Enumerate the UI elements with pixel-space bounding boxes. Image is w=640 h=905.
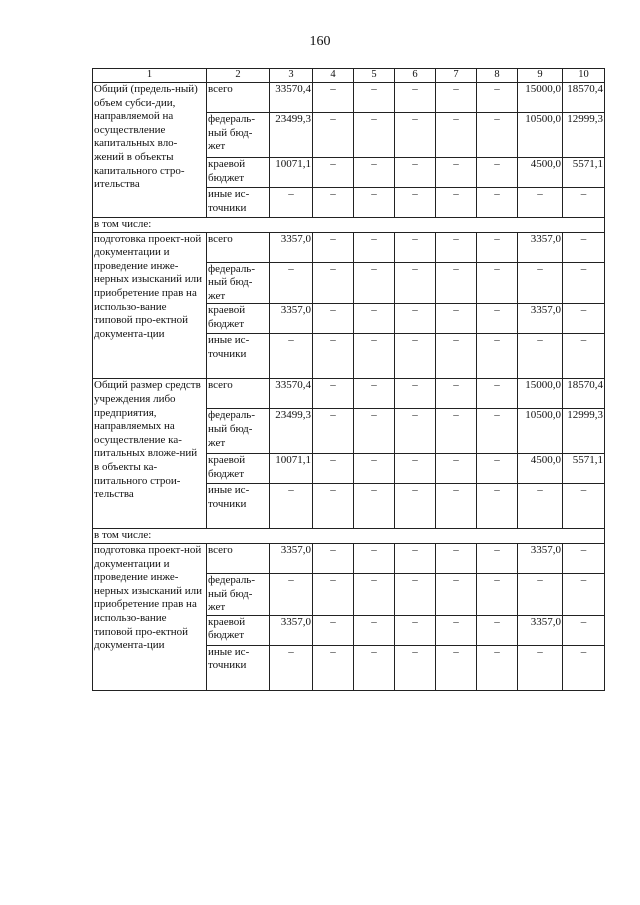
column-header-2: 2 [207, 69, 270, 83]
value-cell-col7: – [436, 113, 477, 158]
table-body [93, 69, 605, 691]
value-cell-col9: – [518, 188, 563, 218]
row-description: подготовка проект-ной документации и проведение инже-нерных изысканий или приобретение прав на использо-вание типовой про-ектной документа-ции [93, 543, 207, 690]
value-cell-col4: – [313, 645, 354, 690]
subheading-row [93, 218, 605, 233]
value-cell-col10: – [563, 334, 605, 379]
value-cell-col4: – [313, 379, 354, 409]
value-cell-col4: – [313, 262, 354, 304]
funding-source: федераль-ный бюд-жет [207, 262, 270, 304]
column-header-8: 8 [477, 69, 518, 83]
value-cell-col7: – [436, 188, 477, 218]
column-header-7: 7 [436, 69, 477, 83]
value-cell-col8: – [477, 454, 518, 484]
value-cell-col3: 3357,0 [270, 304, 313, 334]
funding-source: краевой бюджет [207, 615, 270, 645]
column-header-row [93, 69, 605, 83]
value-cell-col4: – [313, 232, 354, 262]
value-cell-col5: – [354, 188, 395, 218]
value-cell-col5: – [354, 573, 395, 615]
value-cell-col3: – [270, 334, 313, 379]
value-cell-col7: – [436, 615, 477, 645]
table-row [93, 83, 605, 113]
value-cell-col9: 3357,0 [518, 615, 563, 645]
value-cell-col9: 10500,0 [518, 113, 563, 158]
value-cell-col9: 3357,0 [518, 543, 563, 573]
funding-source: всего [207, 83, 270, 113]
table-row [93, 379, 605, 409]
value-cell-col9: 10500,0 [518, 409, 563, 454]
funding-source: иные ис-точники [207, 188, 270, 218]
value-cell-col10: 5571,1 [563, 158, 605, 188]
row-description: Общий размер средств учреждения либо предприятия, направляемых на осуществление ка-питальных вложе-ний в объекты ка-питального строи-тельства [93, 379, 207, 529]
value-cell-col9: – [518, 573, 563, 615]
funding-source: краевой бюджет [207, 158, 270, 188]
page-number: 160 [309, 34, 331, 49]
value-cell-col4: – [313, 304, 354, 334]
value-cell-col5: – [354, 158, 395, 188]
value-cell-col5: – [354, 615, 395, 645]
value-cell-col10: – [563, 232, 605, 262]
column-header-3: 3 [270, 69, 313, 83]
value-cell-col3: 10071,1 [270, 454, 313, 484]
value-cell-col8: – [477, 188, 518, 218]
value-cell-col10: – [563, 615, 605, 645]
value-cell-col4: – [313, 83, 354, 113]
value-cell-col5: – [354, 334, 395, 379]
value-cell-col6: – [395, 454, 436, 484]
value-cell-col8: – [477, 543, 518, 573]
value-cell-col7: – [436, 262, 477, 304]
value-cell-col6: – [395, 573, 436, 615]
funding-source: всего [207, 379, 270, 409]
value-cell-col7: – [436, 645, 477, 690]
value-cell-col4: – [313, 158, 354, 188]
row-description: Общий (предель-ный) объем субси-дии, направляемой на осуществление капитальных вло-жений в объекты капитального стро-ительства [93, 83, 207, 218]
value-cell-col9: – [518, 645, 563, 690]
value-cell-col7: – [436, 484, 477, 529]
funding-source: краевой бюджет [207, 454, 270, 484]
value-cell-col7: – [436, 232, 477, 262]
value-cell-col8: – [477, 379, 518, 409]
column-header-4: 4 [313, 69, 354, 83]
value-cell-col9: – [518, 334, 563, 379]
value-cell-col3: – [270, 573, 313, 615]
value-cell-col9: 3357,0 [518, 232, 563, 262]
value-cell-col8: – [477, 645, 518, 690]
value-cell-col8: – [477, 334, 518, 379]
column-header-5: 5 [354, 69, 395, 83]
value-cell-col10: 12999,3 [563, 409, 605, 454]
value-cell-col10: – [563, 543, 605, 573]
funding-source: федераль-ный бюд-жет [207, 113, 270, 158]
value-cell-col6: – [395, 379, 436, 409]
value-cell-col6: – [395, 484, 436, 529]
funding-source: иные ис-точники [207, 484, 270, 529]
value-cell-col3: – [270, 188, 313, 218]
value-cell-col3: 3357,0 [270, 615, 313, 645]
value-cell-col5: – [354, 379, 395, 409]
row-description: подготовка проект-ной документации и проведение инже-нерных изысканий или приобретение прав на использо-вание типовой про-ектной документа-ции [93, 232, 207, 379]
value-cell-col6: – [395, 409, 436, 454]
value-cell-col6: – [395, 262, 436, 304]
funding-source: иные ис-точники [207, 334, 270, 379]
value-cell-col3: 23499,3 [270, 113, 313, 158]
value-cell-col5: – [354, 409, 395, 454]
value-cell-col8: – [477, 573, 518, 615]
funding-source: федераль-ный бюд-жет [207, 573, 270, 615]
value-cell-col4: – [313, 573, 354, 615]
subheading-text: в том числе: [93, 529, 605, 544]
value-cell-col7: – [436, 334, 477, 379]
value-cell-col9: 4500,0 [518, 454, 563, 484]
value-cell-col6: – [395, 158, 436, 188]
value-cell-col6: – [395, 113, 436, 158]
column-header-10: 10 [563, 69, 605, 83]
value-cell-col5: – [354, 454, 395, 484]
value-cell-col5: – [354, 484, 395, 529]
value-cell-col4: – [313, 454, 354, 484]
value-cell-col9: 15000,0 [518, 379, 563, 409]
value-cell-col4: – [313, 188, 354, 218]
table-row [93, 232, 605, 262]
value-cell-col7: – [436, 454, 477, 484]
value-cell-col8: – [477, 304, 518, 334]
value-cell-col5: – [354, 304, 395, 334]
value-cell-col10: 18570,4 [563, 379, 605, 409]
funding-source: всего [207, 232, 270, 262]
value-cell-col7: – [436, 573, 477, 615]
value-cell-col7: – [436, 304, 477, 334]
value-cell-col3: 33570,4 [270, 379, 313, 409]
value-cell-col9: – [518, 484, 563, 529]
budget-table [92, 68, 605, 691]
value-cell-col7: – [436, 409, 477, 454]
value-cell-col8: – [477, 615, 518, 645]
value-cell-col6: – [395, 615, 436, 645]
value-cell-col10: 5571,1 [563, 454, 605, 484]
value-cell-col6: – [395, 188, 436, 218]
value-cell-col4: – [313, 334, 354, 379]
value-cell-col3: 3357,0 [270, 232, 313, 262]
value-cell-col3: – [270, 645, 313, 690]
value-cell-col7: – [436, 158, 477, 188]
value-cell-col9: 4500,0 [518, 158, 563, 188]
value-cell-col5: – [354, 113, 395, 158]
subheading-text: в том числе: [93, 218, 605, 233]
value-cell-col10: – [563, 188, 605, 218]
value-cell-col4: – [313, 409, 354, 454]
value-cell-col3: – [270, 262, 313, 304]
value-cell-col10: – [563, 262, 605, 304]
value-cell-col3: 10071,1 [270, 158, 313, 188]
funding-source: всего [207, 543, 270, 573]
value-cell-col8: – [477, 409, 518, 454]
value-cell-col10: – [563, 573, 605, 615]
value-cell-col8: – [477, 484, 518, 529]
value-cell-col10: – [563, 645, 605, 690]
value-cell-col9: – [518, 262, 563, 304]
funding-source: краевой бюджет [207, 304, 270, 334]
value-cell-col3: 3357,0 [270, 543, 313, 573]
value-cell-col10: 12999,3 [563, 113, 605, 158]
value-cell-col5: – [354, 232, 395, 262]
value-cell-col10: – [563, 304, 605, 334]
value-cell-col5: – [354, 543, 395, 573]
value-cell-col8: – [477, 83, 518, 113]
value-cell-col6: – [395, 304, 436, 334]
value-cell-col3: 33570,4 [270, 83, 313, 113]
value-cell-col6: – [395, 543, 436, 573]
value-cell-col7: – [436, 379, 477, 409]
value-cell-col5: – [354, 645, 395, 690]
value-cell-col4: – [313, 113, 354, 158]
value-cell-col7: – [436, 543, 477, 573]
value-cell-col6: – [395, 232, 436, 262]
value-cell-col6: – [395, 83, 436, 113]
value-cell-col8: – [477, 158, 518, 188]
value-cell-col10: – [563, 484, 605, 529]
value-cell-col3: 23499,3 [270, 409, 313, 454]
table-row [93, 543, 605, 573]
funding-source: федераль-ный бюд-жет [207, 409, 270, 454]
column-header-6: 6 [395, 69, 436, 83]
value-cell-col9: 3357,0 [518, 304, 563, 334]
funding-source: иные ис-точники [207, 645, 270, 690]
value-cell-col8: – [477, 232, 518, 262]
column-header-1: 1 [93, 69, 207, 83]
column-header-9: 9 [518, 69, 563, 83]
value-cell-col4: – [313, 484, 354, 529]
value-cell-col5: – [354, 262, 395, 304]
value-cell-col4: – [313, 615, 354, 645]
subheading-row [93, 529, 605, 544]
value-cell-col8: – [477, 113, 518, 158]
value-cell-col6: – [395, 645, 436, 690]
value-cell-col5: – [354, 83, 395, 113]
value-cell-col6: – [395, 334, 436, 379]
value-cell-col7: – [436, 83, 477, 113]
value-cell-col4: – [313, 543, 354, 573]
value-cell-col10: 18570,4 [563, 83, 605, 113]
value-cell-col9: 15000,0 [518, 83, 563, 113]
value-cell-col8: – [477, 262, 518, 304]
value-cell-col3: – [270, 484, 313, 529]
